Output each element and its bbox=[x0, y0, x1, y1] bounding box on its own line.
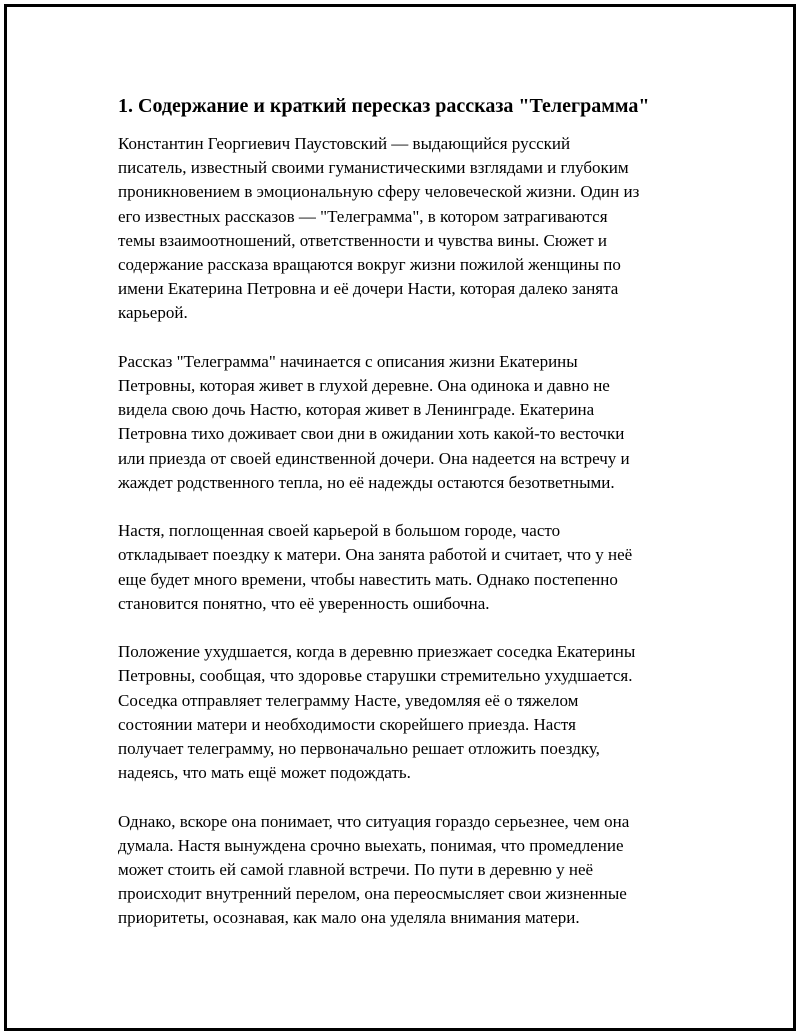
text-line: Однако, вскоре она понимает, что ситуация гораздо серьезнее, чем она bbox=[118, 811, 630, 831]
text-line: Петровны, которая живет в глухой деревне. Она одинока и давно не bbox=[118, 376, 610, 396]
text-line: может стоить ей самой главной встречи. По пути в деревню у неё bbox=[118, 860, 594, 880]
text-line: видела свою дочь Настю, которая живет в Ленинграде. Екатерина bbox=[118, 400, 595, 420]
paragraph-2 bbox=[118, 350, 698, 495]
text-line: Положение ухудшается, когда в деревню приезжает соседка Екатерины bbox=[118, 642, 636, 662]
text-line: содержание рассказа вращаются вокруг жизни пожилой женщины по bbox=[118, 255, 621, 275]
text-line: получает телеграмму, но первоначально решает отложить поездку, bbox=[118, 739, 600, 759]
text-line: писатель, известный своими гуманистическими взглядами и глубоким bbox=[118, 158, 629, 178]
paragraph-1 bbox=[118, 132, 698, 326]
text-line: еще будет много времени, чтобы навестить мать. Однако постепенно bbox=[118, 569, 618, 589]
text-line: состоянии матери и необходимости скорейшего приезда. Настя bbox=[118, 714, 576, 734]
text-line: Константин Георгиевич Паустовский — выдающийся русский bbox=[118, 134, 571, 153]
text-line: думала. Настя вынуждена срочно выехать, понимая, что промедление bbox=[118, 835, 624, 855]
text-line: темы взаимоотношений, ответственности и чувства вины. Сюжет и bbox=[118, 230, 607, 250]
text-line: откладывает поездку к матери. Она занята работой и считает, что у неё bbox=[118, 545, 633, 565]
paragraph-4 bbox=[118, 640, 698, 785]
text-line: надеясь, что мать ещё может подождать. bbox=[118, 763, 411, 783]
text-line: Соседка отправляет телеграмму Насте, уведомляя её о тяжелом bbox=[118, 690, 579, 710]
text-line: Петровны, сообщая, что здоровье старушки стремительно ухудшается. bbox=[118, 666, 633, 686]
document-heading: 1. Содержание и краткий пересказ рассказа "Телеграмма" bbox=[118, 95, 650, 117]
text-line: имени Екатерина Петровна и её дочери Насти, которая далеко занята bbox=[118, 279, 619, 299]
text-line: приоритеты, осознавая, как мало она уделяла внимания матери. bbox=[118, 908, 580, 928]
text-line: становится понятно, что её уверенность ошибочна. bbox=[118, 593, 490, 613]
text-line: происходит внутренний перелом, она переосмысляет свои жизненные bbox=[118, 884, 627, 904]
paragraph-3 bbox=[118, 519, 698, 616]
text-line: или приезда от своей единственной дочери. Она надеется на встречу и bbox=[118, 448, 630, 468]
text-line: карьерой. bbox=[118, 303, 188, 323]
text-line: Настя, поглощенная своей карьерой в большом городе, часто bbox=[118, 521, 561, 541]
paragraph-5 bbox=[118, 810, 698, 931]
document-body bbox=[118, 92, 698, 955]
text-line: Рассказ "Телеграмма" начинается с описания жизни Екатерины bbox=[118, 351, 578, 371]
text-line: его известных рассказов — "Телеграмма", в котором затрагиваются bbox=[118, 206, 608, 226]
text-line: Петровна тихо доживает свои дни в ожидании хоть какой-то весточки bbox=[118, 424, 625, 444]
text-line: проникновением в эмоциональную сферу человеческой жизни. Один из bbox=[118, 182, 640, 202]
text-line: жаждет родственного тепла, но её надежды остаются безответными. bbox=[118, 472, 615, 492]
